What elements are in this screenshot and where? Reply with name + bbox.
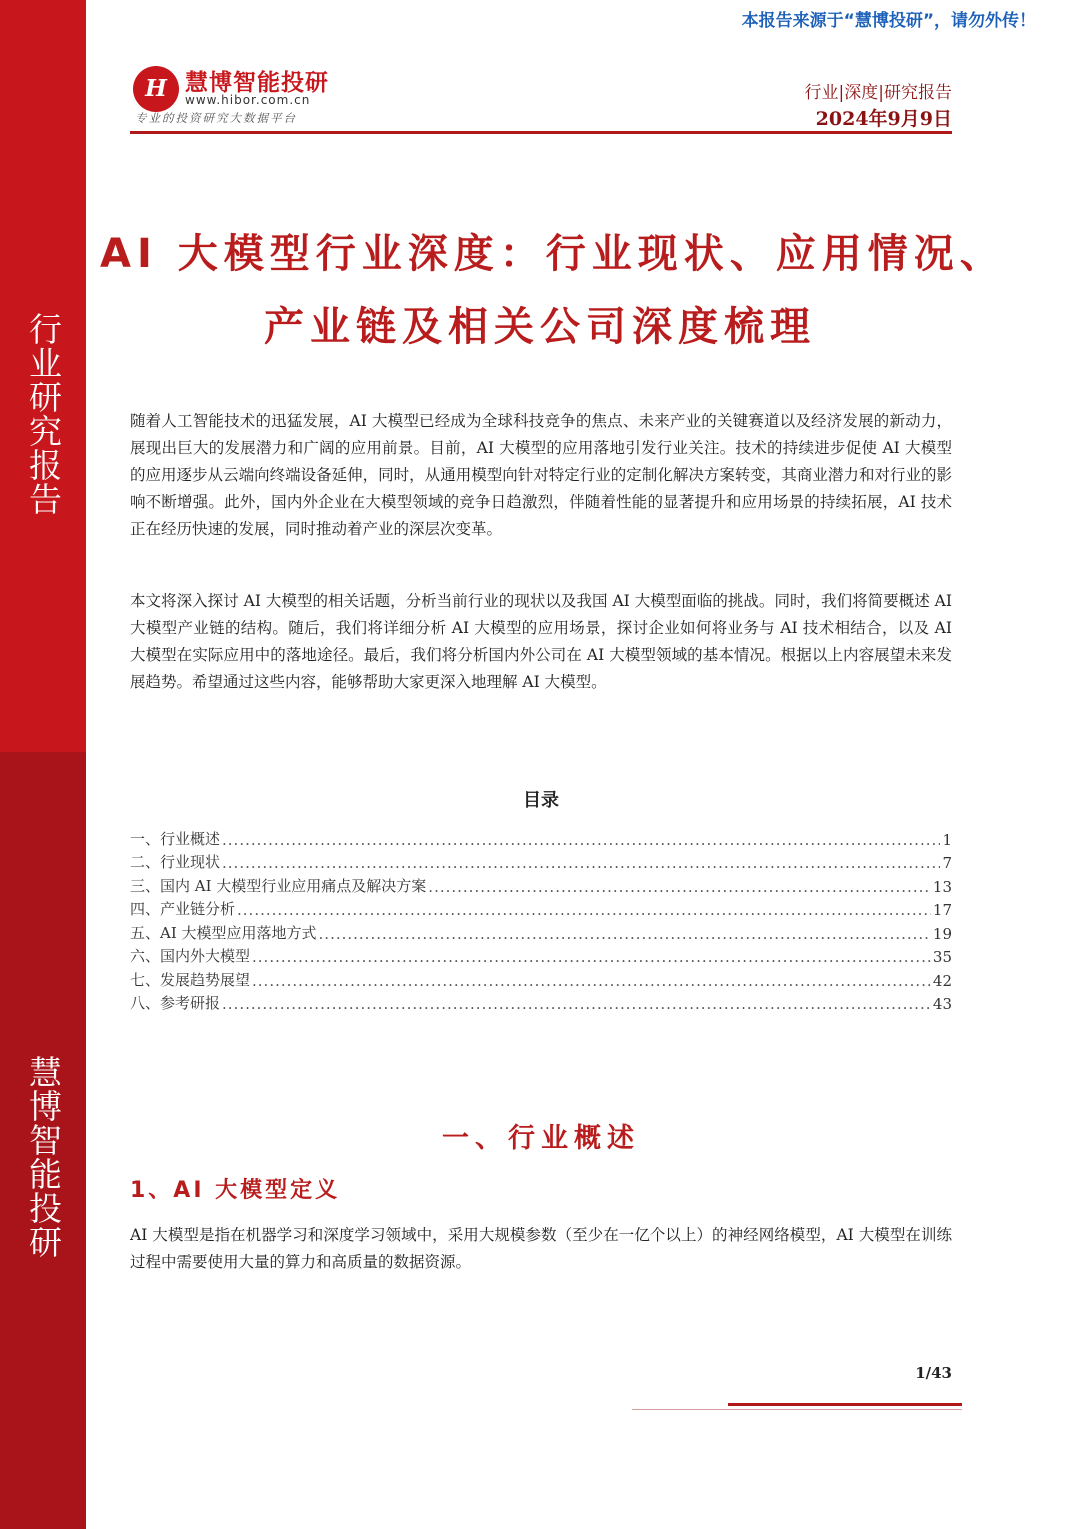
toc-item-page: 7 bbox=[942, 854, 952, 872]
report-title-line1: AI 大模型行业深度：行业现状、应用情况、 bbox=[100, 231, 1006, 277]
toc-item[interactable] bbox=[130, 919, 952, 943]
toc-item-page: 42 bbox=[932, 971, 952, 990]
sidebar-label-bottom: 慧博智能投研 bbox=[24, 1055, 63, 1259]
report-date: 2024年9月9日 bbox=[815, 108, 952, 130]
report-type: 行业|深度|研究报告 bbox=[804, 83, 952, 103]
toc-item-page: 13 bbox=[932, 877, 952, 896]
subsection-heading: 1、AI 大模型定义 bbox=[130, 1178, 341, 1203]
logo-url: www.hibor.com.cn bbox=[185, 93, 311, 107]
toc-title: 目录 bbox=[523, 790, 559, 811]
header-divider bbox=[130, 131, 952, 134]
toc-item-label: 一、行业概述 bbox=[130, 829, 221, 848]
toc-leader bbox=[222, 854, 940, 872]
page-number: 1/43 bbox=[915, 1364, 952, 1382]
logo-name: 慧博智能投研 bbox=[185, 70, 329, 96]
toc-item-page: 1 bbox=[942, 830, 952, 849]
toc-item[interactable] bbox=[130, 990, 952, 1014]
toc-leader bbox=[237, 901, 931, 919]
toc-item-label: 七、发展趋势展望 bbox=[130, 970, 251, 989]
toc-item-label: 四、产业链分析 bbox=[130, 900, 236, 918]
intro-paragraph-1: 随着人工智能技术的迅猛发展，AI 大模型已经成为全球科技竞争的焦点、未来产业的关键赛道以及经济发展的新动力，展现出巨大的发展潜力和广阔的应用前景。目前，AI 大模型的应用落地引发行业关注。技术的持续进步促使 AI 大模型的应用逐步从云端向终端设备延伸，同时，从通用模型向针对特定行业的定制化解决方案转变，其商业潜力和对行业的影响不断增强。此外，国内外企业在大模型领域的竞争日趋激烈，伴随着性能的显著提升和应用场景的持续拓展，AI 技术正在经历快速的发展，同时推动着产业的深层次变革。 bbox=[130, 412, 952, 538]
toc-item[interactable] bbox=[130, 966, 952, 990]
report-title-line2: 产业链及相关公司深度梳理 bbox=[264, 304, 816, 350]
section-body: AI 大模型是指在机器学习和深度学习领域中，采用大规模参数（至少在一亿个以上）的神经网络模型，AI 大模型在训练过程中需要使用大量的算力和高质量的数据资源。 bbox=[130, 1226, 952, 1271]
toc-item-label: 二、行业现状 bbox=[130, 853, 221, 871]
footer-rule-thin bbox=[632, 1409, 962, 1410]
toc-leader bbox=[252, 972, 931, 990]
toc-item[interactable] bbox=[130, 872, 952, 896]
toc-item[interactable] bbox=[130, 825, 952, 849]
toc-leader bbox=[319, 925, 931, 943]
toc-leader bbox=[428, 878, 931, 896]
intro-paragraph-2: 本文将深入探讨 AI 大模型的相关话题，分析当前行业的现状以及我国 AI 大模型面临的挑战。同时，我们将简要概述 AI 大模型产业链的结构。随后，我们将详细分析 AI 大模型的应用场景，探讨企业如何将业务与 AI 技术相结合，以及 AI 大模型在实际应用中的落地途径。最后，我们将分析国内外公司在 AI 大模型领域的基本情况。根据以上内容展望未来发展趋势。希望通过这些内容，能够帮助大家更深入地理解 AI 大模型。 bbox=[130, 592, 952, 691]
logo-mark-icon: H bbox=[133, 66, 179, 112]
toc-item-label: 五、AI 大模型应用落地方式 bbox=[130, 923, 317, 942]
table-of-contents bbox=[130, 825, 952, 1013]
toc-item[interactable] bbox=[130, 896, 952, 920]
toc-leader bbox=[252, 948, 931, 966]
toc-leader bbox=[222, 831, 940, 849]
toc-item-page: 35 bbox=[932, 948, 952, 966]
sidebar-band bbox=[0, 0, 86, 1529]
footer-rule-thick bbox=[728, 1403, 962, 1406]
sidebar-label-top: 行业研究报告 bbox=[24, 312, 63, 516]
source-notice: 本报告来源于“慧博投研”，请勿外传！ bbox=[741, 11, 1036, 31]
logo-slogan: 专业的投资研究大数据平台 bbox=[135, 111, 297, 125]
toc-leader bbox=[222, 995, 931, 1013]
toc-item[interactable] bbox=[130, 943, 952, 967]
toc-item[interactable] bbox=[130, 849, 952, 873]
toc-item-page: 19 bbox=[932, 924, 952, 943]
toc-item-page: 43 bbox=[932, 995, 952, 1013]
toc-item-label: 八、参考研报 bbox=[130, 994, 221, 1012]
logo bbox=[133, 64, 333, 126]
toc-item-label: 六、国内外大模型 bbox=[130, 947, 251, 965]
toc-item-page: 17 bbox=[932, 901, 952, 919]
toc-item-label: 三、国内 AI 大模型行业应用痛点及解决方案 bbox=[130, 876, 427, 895]
section-heading: 一、行业概述 bbox=[442, 1123, 640, 1154]
